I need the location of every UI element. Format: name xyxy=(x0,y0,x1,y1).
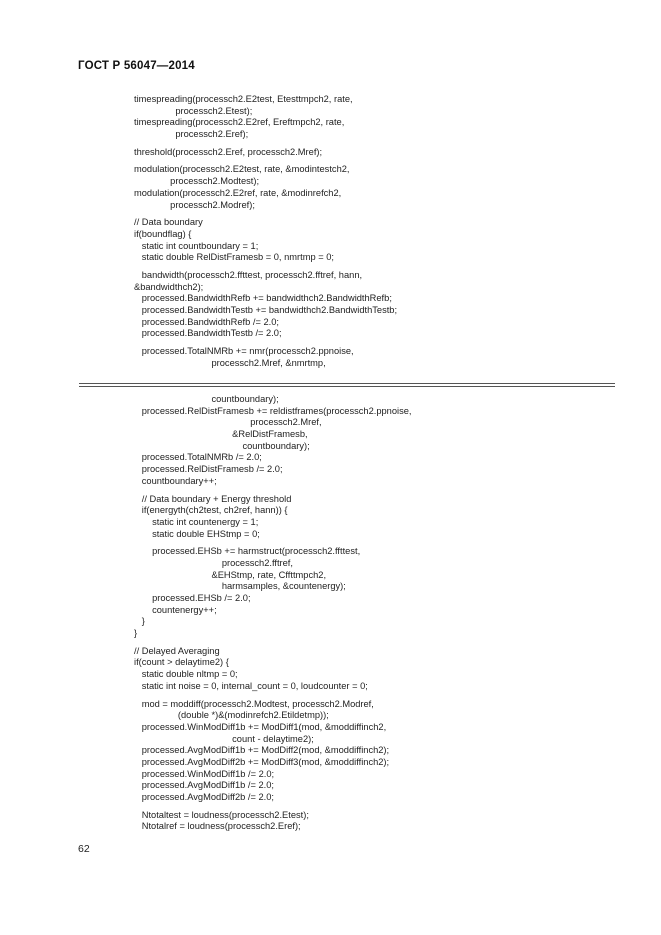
code-line: processed.BandwidthRefb += bandwidthch2.BandwidthRefb; xyxy=(134,293,392,304)
code-line: processed.WinModDiff1b /= 2.0; xyxy=(134,768,275,779)
code-line: countboundary); xyxy=(134,394,279,404)
code-line: processch2.Etest); xyxy=(134,105,253,116)
code-line: processed.BandwidthRefb /= 2.0; xyxy=(134,316,279,327)
code-line: // Delayed Averaging xyxy=(134,645,220,656)
code-line: modulation(processch2.E2ref, rate, &modinrefch2, xyxy=(134,187,342,198)
code-line: &bandwidthch2); xyxy=(134,281,204,292)
code-line: &RelDistFramesb, xyxy=(134,429,308,440)
page-number: 62 xyxy=(78,843,90,855)
code-line: &EHStmp, rate, Cffttmpch2, xyxy=(134,569,327,580)
code-line: processed.RelDistFramesb /= 2.0; xyxy=(134,464,283,475)
code-line: countenergy++; xyxy=(134,604,217,615)
code-line: bandwidth(processch2.ffttest, processch2.fftref, hann, xyxy=(134,269,363,280)
page-divider xyxy=(79,383,615,387)
code-line: modulation(processch2.E2test, rate, &modintestch2, xyxy=(134,164,350,175)
code-line: processch2.Mref, &nmrtmp, xyxy=(134,357,326,368)
code-line: processed.TotalNMRb /= 2.0; xyxy=(134,452,262,463)
code-line: // Data boundary + Energy threshold xyxy=(134,493,292,504)
code-line: timespreading(processch2.E2test, Etesttmpch2, rate, xyxy=(134,94,353,104)
code-line: harmsamples, &countenergy); xyxy=(134,581,346,592)
code-line: if(energyth(ch2test, ch2ref, hann)) { xyxy=(134,505,288,516)
code-line: static int noise = 0, internal_count = 0, loudcounter = 0; xyxy=(134,680,368,691)
code-line: timespreading(processch2.E2ref, Ereftmpch2, rate, xyxy=(134,117,345,128)
code-line: processed.AvgModDiff2b += ModDiff3(mod, &moddiffinch2); xyxy=(134,756,390,767)
code-line: static int countenergy = 1; xyxy=(134,516,259,527)
code-line: processch2.fftref, xyxy=(134,557,293,568)
code-line: } xyxy=(134,616,145,627)
code-line: // Data boundary xyxy=(134,217,203,228)
code-line: Ntotalref = loudness(processch2.Eref); xyxy=(134,821,301,832)
code-line: if(boundflag) { xyxy=(134,228,192,239)
code-line: static double EHStmp = 0; xyxy=(134,528,260,539)
code-line: processed.EHSb /= 2.0; xyxy=(134,593,251,603)
code-line: mod = moddiff(processch2.Modtest, processch2.Modref, xyxy=(134,698,374,709)
code-line: } xyxy=(134,628,138,639)
code-block-top xyxy=(134,94,397,369)
code-line: processed.AvgModDiff1b /= 2.0; xyxy=(134,780,274,791)
code-line: processch2.Modref); xyxy=(134,199,255,210)
code-line: processed.EHSb += harmstruct(processch2.ffttest, xyxy=(134,546,361,557)
code-line: (double *)&(modinrefch2.Etildetmp)); xyxy=(134,710,329,721)
code-line: processed.AvgModDiff1b += ModDiff2(mod, &moddiffinch2); xyxy=(134,745,390,756)
code-line: processch2.Modtest); xyxy=(134,176,260,187)
code-line: processed.RelDistFramesb += reldistframes(processch2.ppnoise, xyxy=(134,405,412,416)
code-block-bottom xyxy=(134,394,411,833)
code-line: threshold(processch2.Eref, processch2.Mref); xyxy=(134,146,323,157)
code-line: processch2.Eref); xyxy=(134,129,249,140)
code-line: processed.WinModDiff1b += ModDiff1(mod, &moddiffinch2, xyxy=(134,721,387,732)
code-line: if(count > delaytime2) { xyxy=(134,657,229,668)
code-line: countboundary); xyxy=(134,440,310,451)
code-line: countboundary++; xyxy=(134,475,217,486)
code-line: processed.AvgModDiff2b /= 2.0; xyxy=(134,792,274,802)
code-line: processch2.Mref, xyxy=(134,417,322,428)
code-line: count - delaytime2); xyxy=(134,733,314,744)
code-line: Ntotaltest = loudness(processch2.Etest); xyxy=(134,809,309,820)
code-line: processed.BandwidthTestb += bandwidthch2.BandwidthTestb; xyxy=(134,305,398,315)
code-line: static int countboundary = 1; xyxy=(134,240,259,251)
standard-header: ГОСТ Р 56047—2014 xyxy=(78,60,195,72)
code-line: processed.TotalNMRb += nmr(processch2.ppnoise, xyxy=(134,346,354,357)
code-line: static double RelDistFramesb = 0, nmrtmp = 0; xyxy=(134,252,334,263)
code-line: processed.BandwidthTestb /= 2.0; xyxy=(134,328,282,339)
code-line: static double nltmp = 0; xyxy=(134,669,238,680)
